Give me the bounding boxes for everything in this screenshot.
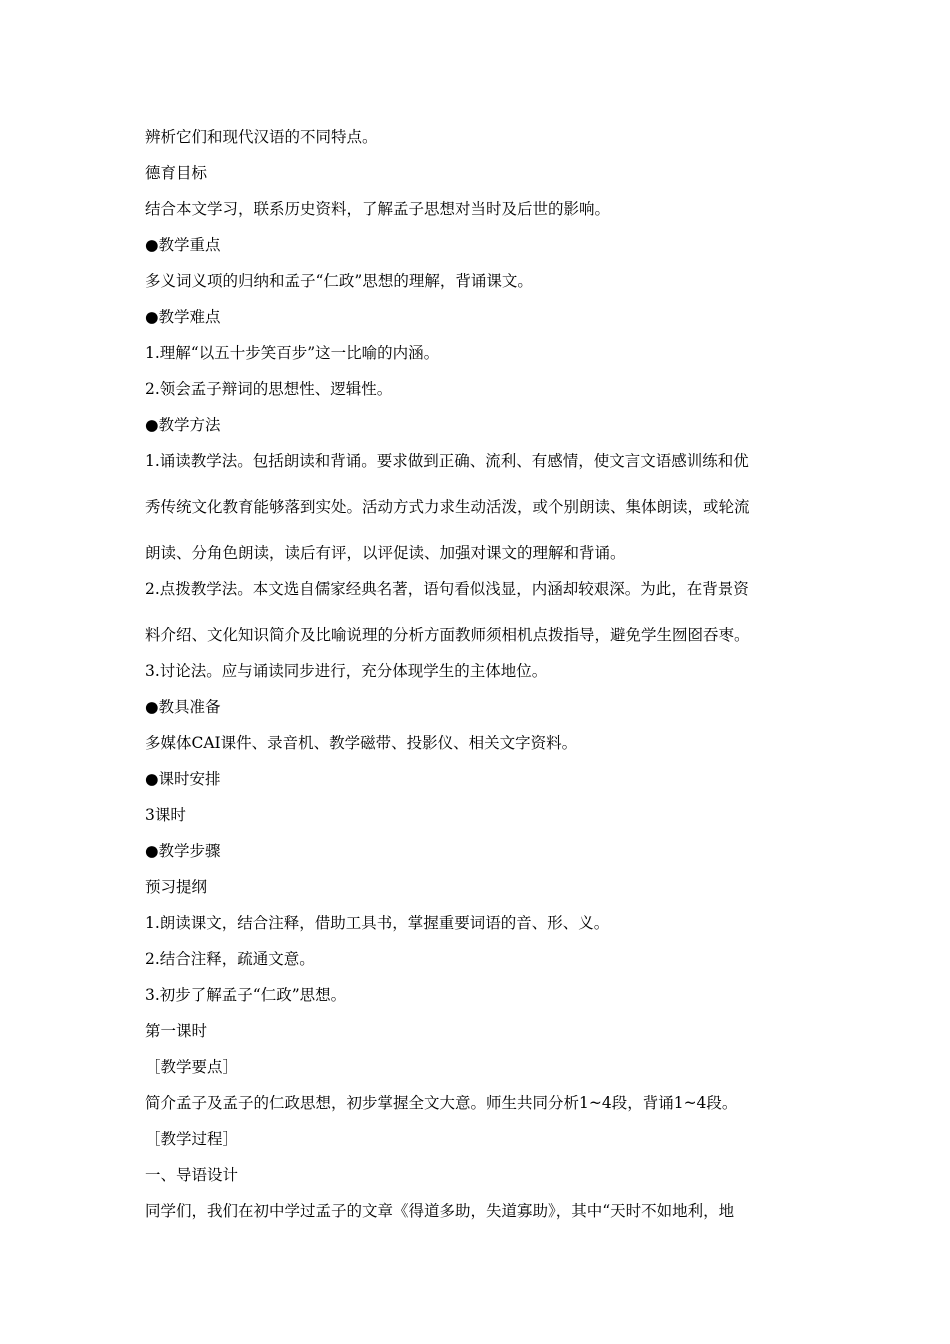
section-heading: ●教具准备 xyxy=(145,698,221,716)
section-heading: ●课时安排 xyxy=(145,770,221,788)
text-line: 料介绍、文化知识简介及比喻说理的分析方面教师须相机点拨指导，避免学生囫囵吞枣。 xyxy=(145,626,750,644)
subheading: ［教学过程］ xyxy=(145,1130,239,1148)
list-item: 2.领会孟子辩词的思想性、逻辑性。 xyxy=(145,380,393,398)
list-item: 1.诵读教学法。包括朗读和背诵。要求做到正确、流利、有感情，使文言文语感训练和优 xyxy=(145,452,749,470)
list-item: 3.初步了解孟子“仁政”思想。 xyxy=(145,986,347,1004)
text-line: 秀传统文化教育能够落到实处。活动方式力求生动活泼，或个别朗读、集体朗读，或轮流 xyxy=(145,498,750,516)
text-line: 简介孟子及孟子的仁政思想，初步掌握全文大意。师生共同分析1~4段，背诵1~4段。 xyxy=(145,1094,738,1112)
subheading: 预习提纲 xyxy=(145,878,208,896)
text-line: 3课时 xyxy=(145,806,186,824)
section-heading: ●教学重点 xyxy=(145,236,221,254)
text-line: 同学们，我们在初中学过孟子的文章《得道多助，失道寡助》，其中“天时不如地利，地 xyxy=(145,1202,735,1220)
text-line: 朗读、分角色朗读，读后有评，以评促读、加强对课文的理解和背诵。 xyxy=(145,544,626,562)
list-item: 2.结合注释，疏通文意。 xyxy=(145,950,315,968)
text-line: 多媒体CAI课件、录音机、教学磁带、投影仪、相关文字资料。 xyxy=(145,734,578,752)
subheading: ［教学要点］ xyxy=(145,1058,239,1076)
text-line: 结合本文学习，联系历史资料，了解孟子思想对当时及后世的影响。 xyxy=(145,200,611,218)
list-item: 1.朗读课文，结合注释，借助工具书，掌握重要词语的音、形、义。 xyxy=(145,914,610,932)
list-item: 2.点拨教学法。本文选自儒家经典名著，语句看似浅显，内涵却较艰深。为此，在背景资 xyxy=(145,580,749,598)
section-heading: ●教学步骤 xyxy=(145,842,221,860)
document-body xyxy=(145,124,810,1234)
section-heading: ●教学难点 xyxy=(145,308,221,326)
subheading: 一、导语设计 xyxy=(145,1166,239,1184)
section-heading: ●教学方法 xyxy=(145,416,221,434)
text-line: 多义词义项的归纳和孟子“仁政”思想的理解，背诵课文。 xyxy=(145,272,533,290)
subheading: 第一课时 xyxy=(145,1022,208,1040)
text-line: 辨析它们和现代汉语的不同特点。 xyxy=(145,128,378,146)
list-item: 3.讨论法。应与诵读同步进行，充分体现学生的主体地位。 xyxy=(145,662,548,680)
list-item: 1.理解“以五十步笑百步”这一比喻的内涵。 xyxy=(145,344,440,362)
section-heading: 德育目标 xyxy=(145,164,208,182)
